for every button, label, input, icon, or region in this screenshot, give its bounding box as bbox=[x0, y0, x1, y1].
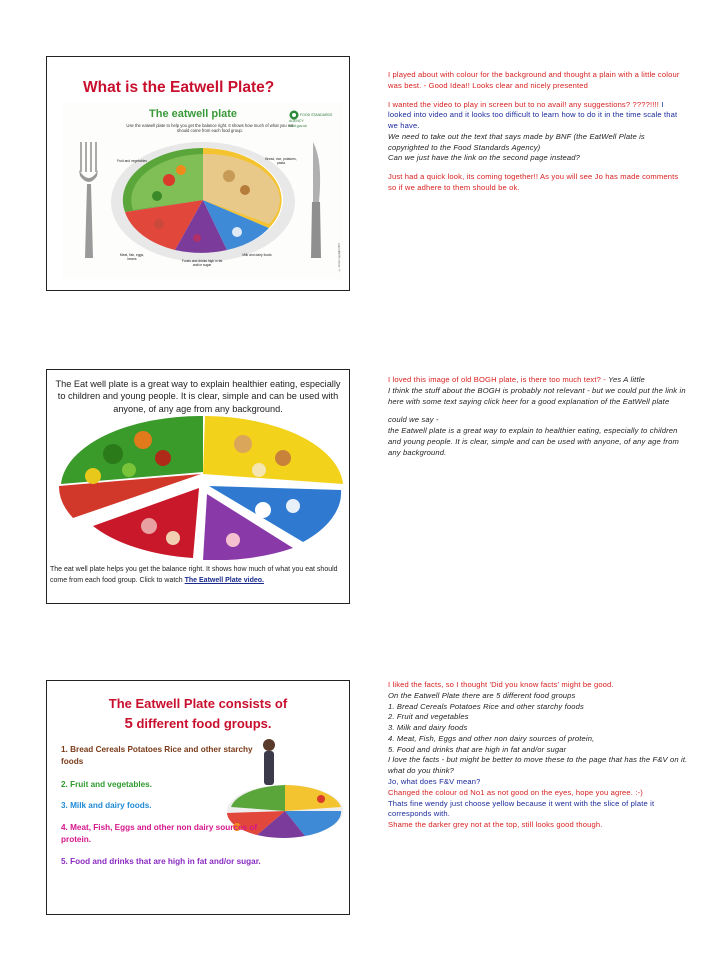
note-p2: I think the stuff about the BOGH is probably not relevant - but we could put the link in here with some text saying click heer for a good explanation of the EatWell plate bbox=[388, 385, 686, 406]
title-line2: different food groups. bbox=[132, 716, 272, 732]
label-fruit-veg: Fruit and vegetables bbox=[117, 159, 147, 163]
bogh-plate-image bbox=[53, 414, 345, 560]
note-p5: Just had a quick look, its coming together!! As you will see Jo has made comments so if we adhere to them should be ok. bbox=[388, 172, 679, 193]
caption-text: The eat well plate helps you get the balance right. It shows how much of what you eat should come from each food group. Click to watch bbox=[50, 566, 338, 584]
food-group-item-5: 5. Food and drinks that are high in fat and/or sugar. bbox=[61, 857, 261, 866]
food-group-item-4: 4. Meat, Fish, Eggs and other non dairy sources of protein. bbox=[61, 823, 258, 844]
note-p4: Can we just have the link on the second page instead? bbox=[388, 153, 581, 163]
slide-3 bbox=[46, 680, 350, 915]
note-l11: Thats fine wendy just choose yellow because it went with the slice of plate it corresponds with. bbox=[388, 798, 655, 819]
note-p4: the Eatwell plate is a great way to explain to healthier eating, especially to children and young people. It is clear, simple and can be used with anyone, of any age from any background. bbox=[388, 426, 679, 457]
fsa-logo bbox=[289, 110, 341, 124]
note-p1a: I loved this image of old BOGH plate, is there too much text? - bbox=[388, 375, 609, 384]
food-group-item-3: 3. Milk and dairy foods. bbox=[61, 801, 152, 810]
title-line1: The Eatwell Plate consists of bbox=[108, 696, 288, 711]
fsa-site: food.gov.uk bbox=[289, 124, 307, 128]
note-l2: On the Eatwell Plate there are 5 different food groups bbox=[388, 690, 576, 700]
fork-icon bbox=[77, 142, 103, 260]
note-l1: I liked the facts, so I thought 'Did you know facts' might be good. bbox=[388, 680, 614, 689]
notes-slide-2 bbox=[388, 375, 688, 458]
notes-slide-1 bbox=[388, 70, 688, 194]
eatwell-poster bbox=[63, 102, 343, 279]
food-group-item-1: 1. Bread Cereals Potatoes Rice and other starchy foods bbox=[61, 745, 253, 766]
note-l12: Shame the darker grey not at the top, still looks good though. bbox=[388, 820, 603, 830]
knife-icon bbox=[307, 140, 325, 260]
notes-slide-3 bbox=[388, 680, 688, 831]
note-l10: Changed the colour od No1 as not good on the eyes, hope you agree. :-) bbox=[388, 787, 643, 797]
note-l9: Jo, what does F&V mean? bbox=[388, 777, 481, 787]
poster-subtitle: Use the eatwell plate to help you get the balance right. It shows how much of what you eat should come from each food group. bbox=[126, 123, 294, 134]
note-l3: 1. Bread Cereals Potatoes Rice and other starchy foods bbox=[388, 701, 584, 711]
slide-1 bbox=[46, 56, 350, 291]
fsa-logo-text: FOOD STANDARDS AGENCY bbox=[289, 112, 333, 123]
slide-title: What is the Eatwell Plate? bbox=[83, 79, 275, 96]
note-p2b: I looked into video and it looks too difficult to learn how to do it in the time scale that we have. bbox=[388, 99, 678, 131]
slide-intro: The Eat well plate is a great way to explain healthier eating, especially to children and young people. It is clear, simple and can be used with anyone, of any age from any background. bbox=[55, 379, 341, 414]
note-l5: 3. Milk and dairy foods bbox=[388, 723, 468, 733]
title-number: 5 bbox=[124, 715, 133, 733]
note-l7: 5. Food and drinks that are high in fat and/or sugar bbox=[388, 744, 567, 754]
note-l8: I love the facts - but might be better to move these to the page that has the F&V on it. what do you think? bbox=[388, 755, 688, 776]
label-milk: Milk and dairy foods bbox=[242, 253, 272, 257]
food-group-item-2: 2. Fruit and vegetables. bbox=[61, 780, 152, 789]
copyright: © Crown copyright 2007 bbox=[338, 242, 341, 271]
slide-title bbox=[83, 695, 313, 734]
slide-2 bbox=[46, 369, 350, 604]
note-p3: could we say - bbox=[388, 415, 439, 425]
note-p3: We need to take out the text that says made by BNF (the EatWell Plate is copyrighted to the Food Standards Agency) bbox=[388, 131, 645, 152]
note-p1b: Yes A little bbox=[608, 375, 645, 384]
video-link[interactable]: The Eatwell Plate video. bbox=[184, 576, 264, 584]
slide-caption bbox=[50, 565, 348, 586]
note-p1: I played about with colour for the background and thought a plain with a little colour was best. - Good Idea!! Looks clear and nicely presented bbox=[388, 70, 680, 90]
note-l6: 4. Meat, Fish, Eggs and other non dairy sources of protein, bbox=[388, 733, 595, 743]
note-l4: 2. Fruit and vegetables bbox=[388, 712, 469, 722]
label-meat: Meat, fish, eggs, beans bbox=[119, 253, 145, 261]
note-p2a: I wanted the video to play in screen but to no avail! any suggestions? ????!!!! bbox=[388, 99, 662, 109]
label-bread: Bread, rice, potatoes, pasta bbox=[265, 157, 297, 165]
poster-heading: The eatwell plate bbox=[149, 108, 238, 120]
label-foods-drinks: Foods and drinks high in fat and/or sugar bbox=[181, 259, 223, 267]
